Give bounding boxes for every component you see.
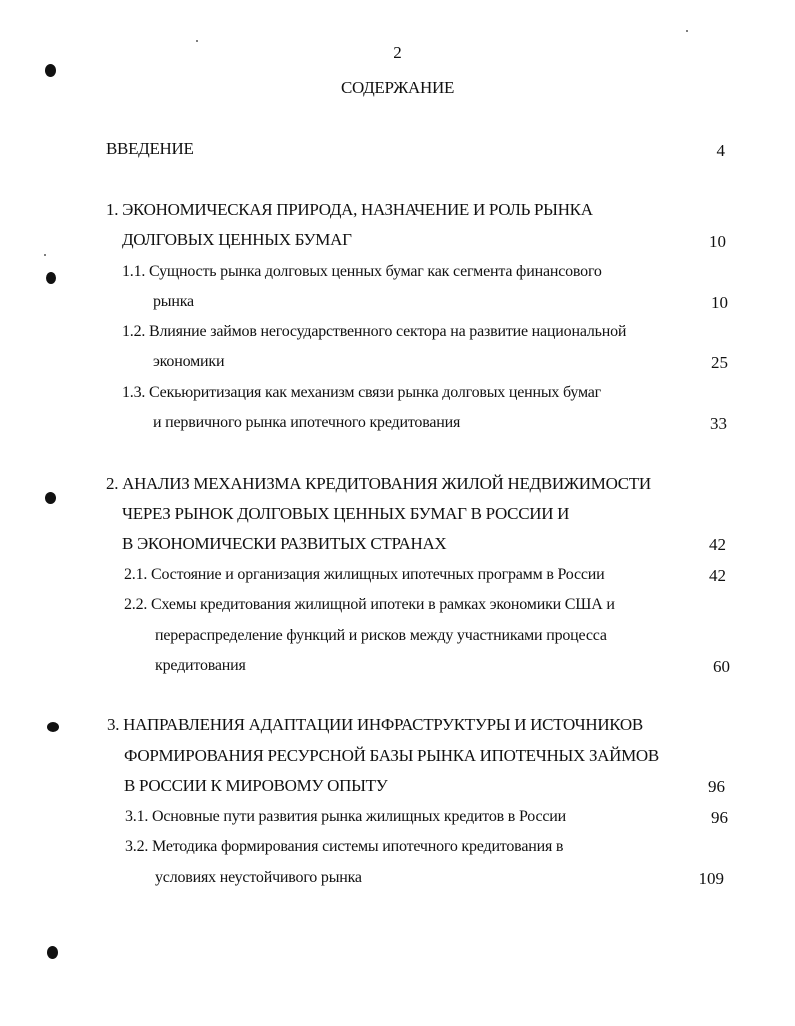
- scan-speck: [196, 40, 198, 42]
- toc-section-1-2-cont: экономики: [153, 353, 225, 370]
- toc-section-2-2-cont: перераспределение функций и рисков между участниками процесса: [155, 627, 607, 644]
- toc-section-3-1: 3.1. Основные пути развития рынка жилищных кредитов в России: [125, 808, 566, 825]
- toc-section-3-1-page: 96: [711, 808, 728, 827]
- toc-section-3-2: 3.2. Методика формирования системы ипотечного кредитования в: [125, 838, 564, 855]
- toc-chapter3-title-cont2: В РОССИИ К МИРОВОМУ ОПЫТУ: [124, 776, 388, 795]
- toc-chapter1-title-cont: ДОЛГОВЫХ ЦЕННЫХ БУМАГ: [122, 230, 352, 249]
- scan-speck: [686, 30, 688, 32]
- punch-hole-mark: [45, 492, 56, 504]
- punch-hole-mark: [47, 946, 58, 959]
- toc-chapter3-page: 96: [708, 777, 725, 796]
- toc-section-2-2-cont2: кредитования: [155, 657, 246, 674]
- toc-chapter2-page: 42: [709, 535, 726, 554]
- page-title: СОДЕРЖАНИЕ: [340, 78, 455, 97]
- toc-section-1-1: 1.1. Сущность рынка долговых ценных бумаг как сегмента финансового: [122, 263, 602, 280]
- toc-section-1-3-page: 33: [710, 414, 727, 433]
- toc-section-1-3-cont: и первичного рынка ипотечного кредитования: [153, 414, 461, 431]
- toc-section-3-2-cont: условиях неустойчивого рынка: [155, 869, 362, 886]
- toc-chapter1-page: 10: [709, 232, 726, 251]
- toc-chapter1-title: 1. ЭКОНОМИЧЕСКАЯ ПРИРОДА, НАЗНАЧЕНИЕ И РОЛЬ РЫНКА: [106, 200, 593, 219]
- toc-section-3-2-page: 109: [698, 869, 724, 888]
- page-number: 2: [393, 43, 402, 62]
- toc-chapter3-title-cont: ФОРМИРОВАНИЯ РЕСУРСНОЙ БАЗЫ РЫНКА ИПОТЕЧНЫХ ЗАЙМОВ: [124, 746, 659, 765]
- toc-section-2-1-page: 42: [709, 566, 726, 585]
- punch-hole-mark: [47, 722, 59, 732]
- toc-chapter2-title-cont: ЧЕРЕЗ РЫНОК ДОЛГОВЫХ ЦЕННЫХ БУМАГ В РОССИИ И: [122, 504, 570, 523]
- toc-chapter3-title: 3. НАПРАВЛЕНИЯ АДАПТАЦИИ ИНФРАСТРУКТУРЫ И ИСТОЧНИКОВ: [107, 715, 643, 734]
- toc-intro-label: ВВЕДЕНИЕ: [106, 139, 194, 158]
- toc-chapter2-title: 2. АНАЛИЗ МЕХАНИЗМА КРЕДИТОВАНИЯ ЖИЛОЙ НЕДВИЖИМОСТИ: [106, 474, 651, 493]
- scan-speck: [44, 254, 46, 256]
- punch-hole-mark: [46, 272, 56, 284]
- toc-section-1-2-page: 25: [711, 353, 728, 372]
- toc-chapter2-title-cont2: В ЭКОНОМИЧЕСКИ РАЗВИТЫХ СТРАНАХ: [122, 534, 447, 553]
- toc-section-1-1-page: 10: [711, 293, 728, 312]
- punch-hole-mark: [45, 64, 56, 77]
- toc-section-1-2: 1.2. Влияние займов негосударственного сектора на развитие национальной: [122, 323, 627, 340]
- toc-section-2-2: 2.2. Схемы кредитования жилищной ипотеки в рамках экономики США и: [124, 596, 615, 613]
- toc-section-1-1-cont: рынка: [153, 293, 194, 310]
- toc-section-2-1: 2.1. Состояние и организация жилищных ипотечных программ в России: [124, 566, 605, 583]
- toc-intro-page: 4: [716, 141, 725, 160]
- toc-section-2-2-page: 60: [713, 657, 730, 676]
- toc-section-1-3: 1.3. Секьюритизация как механизм связи рынка долговых ценных бумаг: [122, 384, 602, 401]
